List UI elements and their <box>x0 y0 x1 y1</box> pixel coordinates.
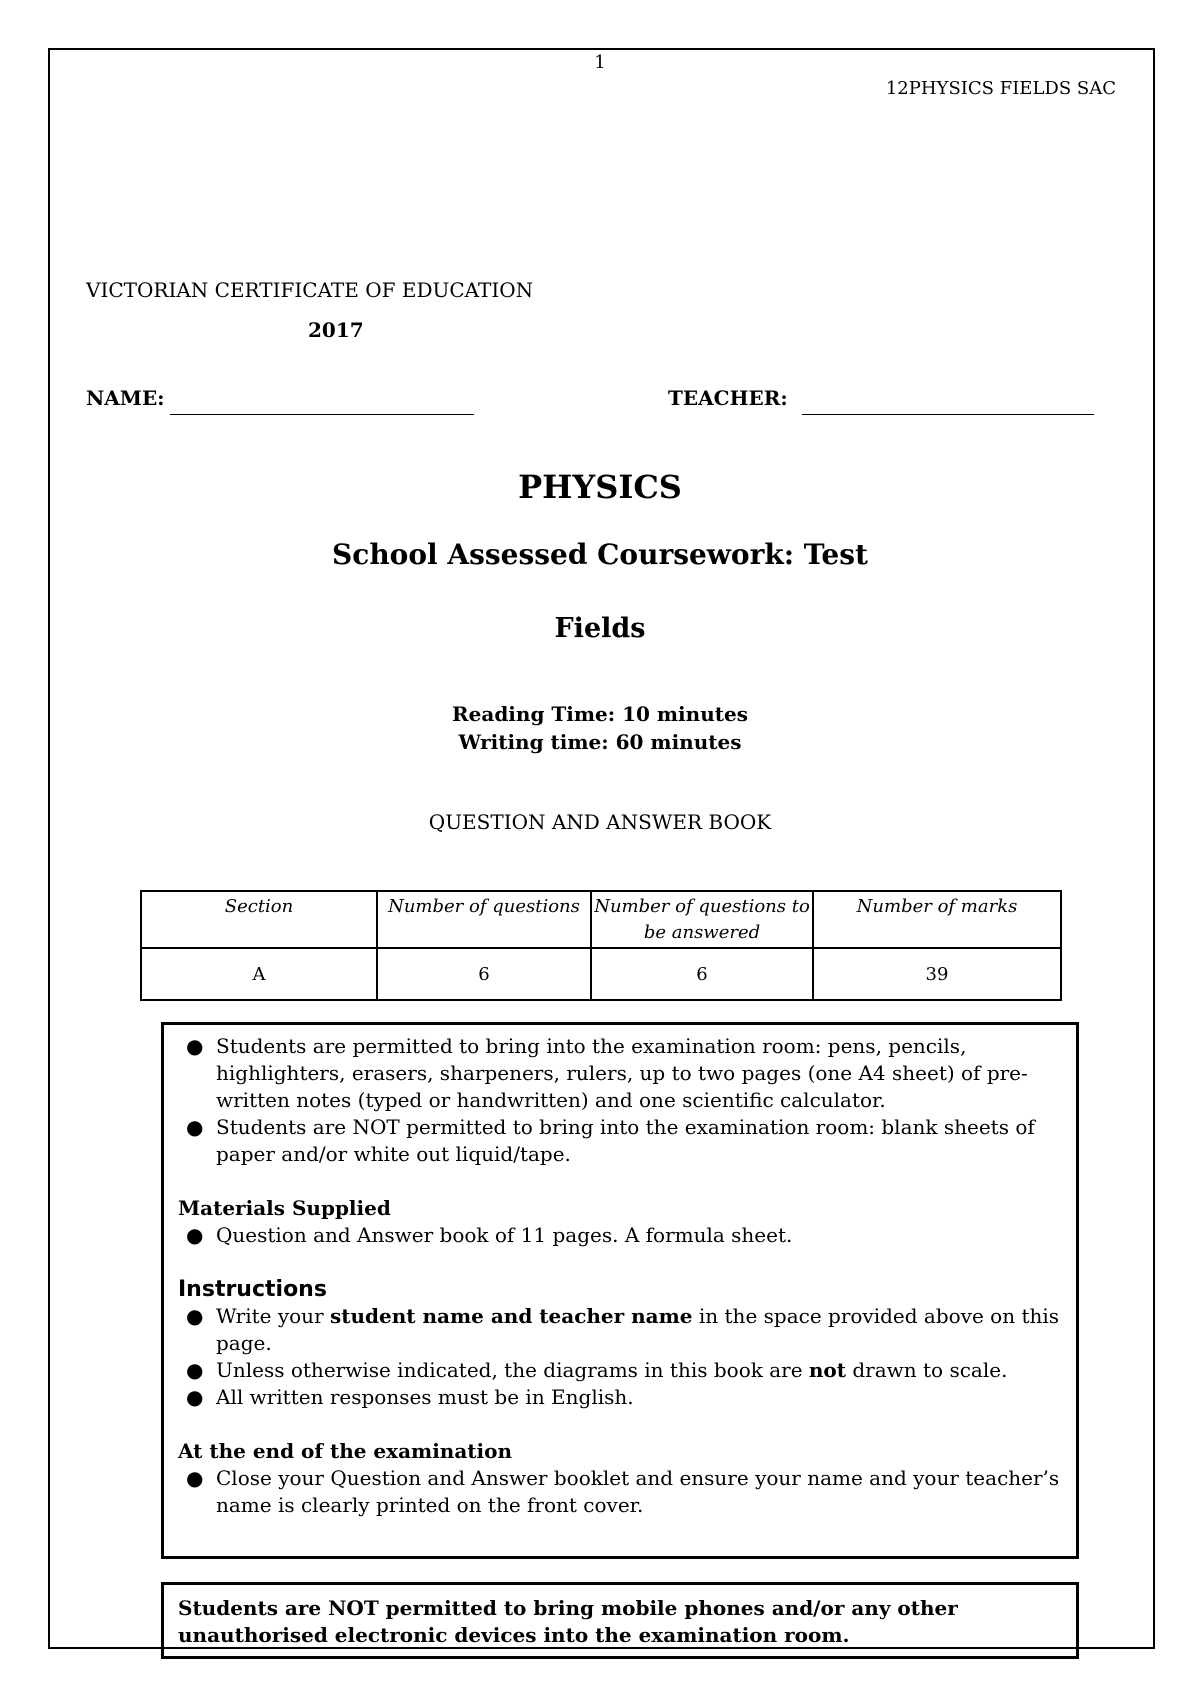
permitted-text: Students are permitted to bring into the examination room: pens, pencils, highlighters, erasers, sharpeners, rulers, up to two pages (one A4 sheet) of pre-written notes (typed or handwritten) and one scientific calculator. <box>216 1034 1028 1112</box>
certificate-title: VICTORIAN CERTIFICATE OF EDUCATION <box>86 278 534 302</box>
writing-time: Writing time: 60 minutes <box>458 730 742 754</box>
header-number-of-questions: Number of questions <box>377 891 591 948</box>
instructions-heading: Instructions <box>178 1277 327 1302</box>
cell-answered: 6 <box>591 948 813 1000</box>
instr1-text-bold: student name and teacher name <box>329 1304 693 1328</box>
name-label: NAME: <box>86 386 165 410</box>
time-info <box>0 700 1200 756</box>
cell-marks: 39 <box>813 948 1061 1000</box>
rules-box <box>161 1022 1079 1559</box>
bullet-icon: ● <box>186 1358 204 1382</box>
table-header-row <box>141 891 1061 948</box>
bullet-icon: ● <box>186 1466 204 1490</box>
bullet-icon: ● <box>186 1385 204 1409</box>
instr2-text-c: drawn to scale. <box>846 1358 1008 1382</box>
document-code: 12PHYSICS FIELDS SAC <box>885 78 1116 99</box>
bullet-icon: ● <box>186 1115 204 1139</box>
instr1-text-a: Write your <box>216 1304 330 1328</box>
end-heading: At the end of the examination <box>178 1439 513 1463</box>
cell-questions: 6 <box>377 948 591 1000</box>
permission-list <box>178 1033 1062 1168</box>
bullet-icon: ● <box>186 1304 204 1328</box>
header-questions-to-answer: Number of questions to be answered <box>591 891 813 948</box>
instr3-text: All written responses must be in English. <box>216 1385 634 1409</box>
materials-heading: Materials Supplied <box>178 1196 391 1220</box>
certificate-year: 2017 <box>308 318 364 342</box>
instr2-text-bold: not <box>808 1358 847 1382</box>
materials-text: Question and Answer book of 11 pages. A formula sheet. <box>216 1223 793 1247</box>
instr2-text-a: Unless otherwise indicated, the diagrams in this book are <box>216 1358 809 1382</box>
book-title: QUESTION AND ANSWER BOOK <box>428 810 772 834</box>
structure-table <box>140 890 1062 1001</box>
header-section: Section <box>141 891 377 948</box>
cell-section: A <box>141 948 377 1000</box>
end-text: Close your Question and Answer booklet and ensure your name and your teacher’s name is clearly printed on the front cover. <box>216 1466 1060 1517</box>
teacher-field[interactable] <box>802 390 1094 415</box>
subject-title: PHYSICS <box>518 468 682 506</box>
page-number: 1 <box>594 52 606 73</box>
reading-time: Reading Time: 10 minutes <box>452 702 748 726</box>
materials-list <box>178 1222 1062 1249</box>
list-item <box>178 1384 1062 1411</box>
header-number-of-marks: Number of marks <box>813 891 1061 948</box>
list-item <box>178 1303 1062 1357</box>
list-item <box>178 1357 1062 1384</box>
bullet-icon: ● <box>186 1223 204 1247</box>
list-item <box>178 1114 1062 1168</box>
list-item <box>178 1033 1062 1114</box>
name-field[interactable] <box>170 390 474 415</box>
list-item <box>178 1465 1062 1519</box>
assessment-title: School Assessed Coursework: Test <box>332 538 868 571</box>
table-row <box>141 948 1061 1000</box>
warning-box: Students are NOT permitted to bring mobile phones and/or any other unauthorised electronic devices into the examination room. <box>161 1582 1079 1659</box>
topic-title: Fields <box>554 613 646 644</box>
list-item <box>178 1222 1062 1249</box>
teacher-label: TEACHER: <box>668 386 788 410</box>
instr1-text-c: in the space provided above on this page. <box>216 1304 1060 1355</box>
instructions-list <box>178 1303 1062 1411</box>
not-permitted-text: Students are NOT permitted to bring into the examination room: blank sheets of paper and/or white out liquid/tape. <box>216 1115 1035 1166</box>
end-list <box>178 1465 1062 1519</box>
bullet-icon: ● <box>186 1034 204 1058</box>
